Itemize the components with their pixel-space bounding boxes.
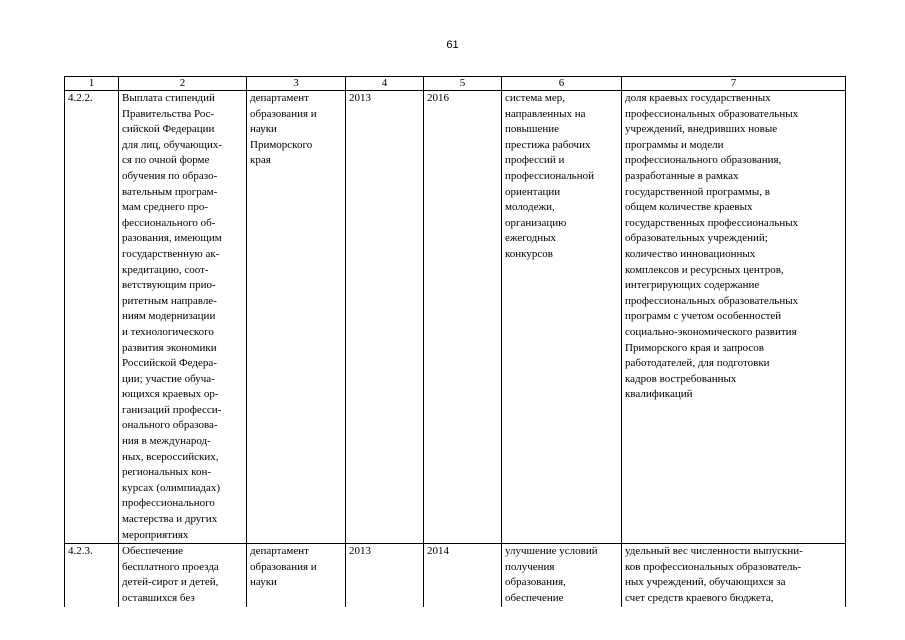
- responsible-executor: департамент образования и науки: [247, 544, 346, 608]
- responsible-executor: департамент образования и науки Приморского края: [247, 91, 346, 544]
- column-header-3: 3: [247, 77, 346, 91]
- column-header-4: 4: [346, 77, 424, 91]
- column-header-2: 2: [119, 77, 247, 91]
- table-row: [65, 544, 846, 608]
- target-indicator: удельный вес численности выпускни- ков профессиональных образователь- ных учреждений, обучающихся за счет средств краевого бюджета,: [622, 544, 846, 608]
- measure-description: Обеспечение бесплатного проезда детей-сирот и детей, оставшихся без: [119, 544, 247, 608]
- column-header-6: 6: [502, 77, 622, 91]
- column-header-5: 5: [424, 77, 502, 91]
- page-number: 61: [446, 39, 459, 51]
- program-measures-table: [64, 76, 846, 607]
- end-year: 2014: [424, 544, 502, 608]
- table-header-row: [65, 77, 846, 91]
- measure-description: Выплата стипендий Правительства Рос- сийской Федерации для лиц, обучающих- ся по очной форме обучения по образо- вательным програм- мам среднего про- фессионального об- разования, имеющим государственную ак- кредитацию, соот- ветствующим прио- ритетным направле- ниям модернизации и технологического развития экономики Российской Федера- ции; участие обуча- ющихся краевых ор- ганизаций професси- онального образова- ния в международ- ных, всероссийских, региональных кон- курсах (олимпиадах) профессионального мастерства и других мероприятиях: [119, 91, 247, 544]
- start-year: 2013: [346, 91, 424, 544]
- item-number: 4.2.3.: [65, 544, 119, 608]
- table-row: [65, 91, 846, 544]
- column-header-1: 1: [65, 77, 119, 91]
- column-header-7: 7: [622, 77, 846, 91]
- expected-result: улучшение условий получения образования, обеспечение: [502, 544, 622, 608]
- item-number: 4.2.2.: [65, 91, 119, 544]
- target-indicator: доля краевых государственных профессиональных образовательных учреждений, внедривших новые программы и модели профессионального образования, разработанные в рамках государственной программы, в общем количестве краевых государственных профессиональных образовательных учреждений; количество инновационных комплексов и ресурсных центров, интегрирующих содержание профессиональных образовательных программ с учетом особенностей социально-экономического развития Приморского края и запросов работодателей, для подготовки кадров востребованных квалификаций: [622, 91, 846, 544]
- expected-result: система мер, направленных на повышение престижа рабочих профессий и профессиональной ориентации молодежи, организацию ежегодных конкурсов: [502, 91, 622, 544]
- start-year: 2013: [346, 544, 424, 608]
- end-year: 2016: [424, 91, 502, 544]
